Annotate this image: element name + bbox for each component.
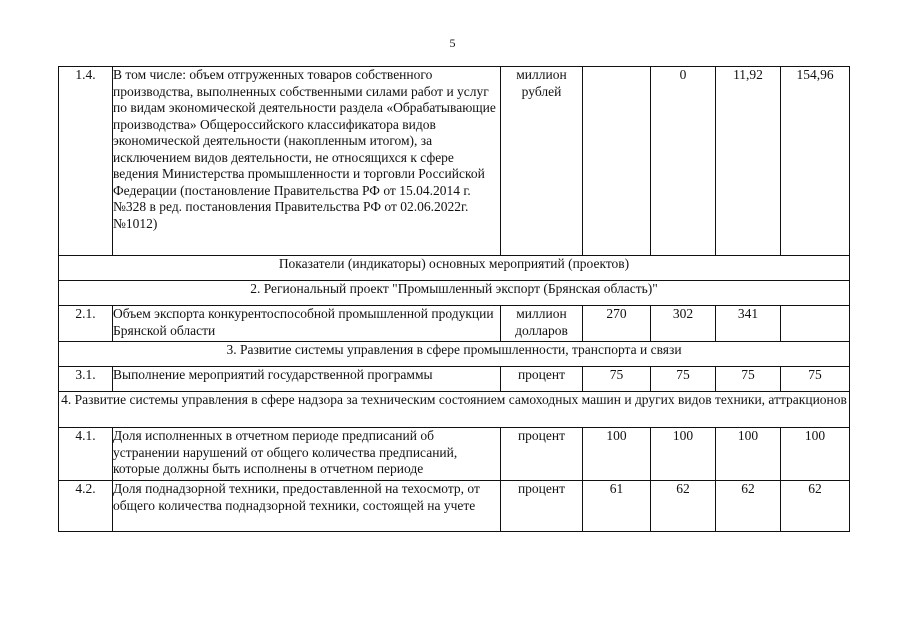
- unit-cell: процент: [501, 367, 583, 392]
- value-cell: 75: [583, 367, 651, 392]
- table-row: [59, 306, 850, 342]
- value-cell: 75: [651, 367, 716, 392]
- row-number: 3.1.: [59, 367, 113, 392]
- section-row: [59, 281, 850, 306]
- unit-cell: миллион рублей: [501, 67, 583, 256]
- section-row: [59, 342, 850, 367]
- unit-cell: процент: [501, 428, 583, 481]
- indicator-name: Выполнение мероприятий государственной программы: [113, 367, 501, 392]
- value-cell: 62: [651, 481, 716, 532]
- value-cell: 11,92: [716, 67, 781, 256]
- indicator-name: Доля исполненных в отчетном периоде предписаний об устранении нарушений от общего количества предписаний, которые должны быть исполнены в отчетном периоде: [113, 428, 501, 481]
- page-number: 5: [449, 36, 456, 50]
- row-number: 4.2.: [59, 481, 113, 532]
- value-cell: 62: [716, 481, 781, 532]
- table-row: [59, 428, 850, 481]
- indicator-name: Объем экспорта конкурентоспособной промышленной продукции Брянской области: [113, 306, 501, 342]
- section-row: [59, 392, 850, 428]
- indicator-name: В том числе: объем отгруженных товаров собственного производства, выполненных собственными силами работ и услуг по видам экономической деятельности раздела «Обрабатывающие производства» Общероссийского классификатора видов экономической деятельности (накопленным итогом), за исключением видов деятельности, не относящихся к сфере ведения Министерства промышленности и торговли Российской Федерации (постановление Правительства РФ от 15.04.2014 г. №328 в ред. постановления Правительства РФ от 02.06.2022г. №1012): [113, 67, 501, 256]
- table-row: [59, 67, 850, 256]
- value-cell: [583, 67, 651, 256]
- value-cell: 154,96: [781, 67, 850, 256]
- table-row: [59, 481, 850, 532]
- unit-cell: процент: [501, 481, 583, 532]
- table-row: [59, 367, 850, 392]
- value-cell: 100: [716, 428, 781, 481]
- value-cell: 0: [651, 67, 716, 256]
- section-title: Показатели (индикаторы) основных мероприятий (проектов): [59, 256, 850, 281]
- value-cell: 61: [583, 481, 651, 532]
- row-number: 2.1.: [59, 306, 113, 342]
- row-number: 4.1.: [59, 428, 113, 481]
- indicators-table: [58, 66, 850, 532]
- value-cell: 100: [781, 428, 850, 481]
- value-cell: 302: [651, 306, 716, 342]
- section-row: [59, 256, 850, 281]
- row-number: 1.4.: [59, 67, 113, 256]
- unit-cell: миллион долларов: [501, 306, 583, 342]
- value-cell: 100: [651, 428, 716, 481]
- section-title: 4. Развитие системы управления в сфере надзора за техническим состоянием самоходных машин и других видов техники, аттракционов: [59, 392, 850, 428]
- value-cell: 75: [781, 367, 850, 392]
- value-cell: 100: [583, 428, 651, 481]
- indicator-name: Доля поднадзорной техники, предоставленной на техосмотр, от общего количества поднадзорной техники, состоящей на учете: [113, 481, 501, 532]
- value-cell: 62: [781, 481, 850, 532]
- section-title: 3. Развитие системы управления в сфере промышленности, транспорта и связи: [59, 342, 850, 367]
- value-cell: 341: [716, 306, 781, 342]
- section-title: 2. Региональный проект "Промышленный экспорт (Брянская область)": [59, 281, 850, 306]
- value-cell: 75: [716, 367, 781, 392]
- value-cell: 270: [583, 306, 651, 342]
- value-cell: [781, 306, 850, 342]
